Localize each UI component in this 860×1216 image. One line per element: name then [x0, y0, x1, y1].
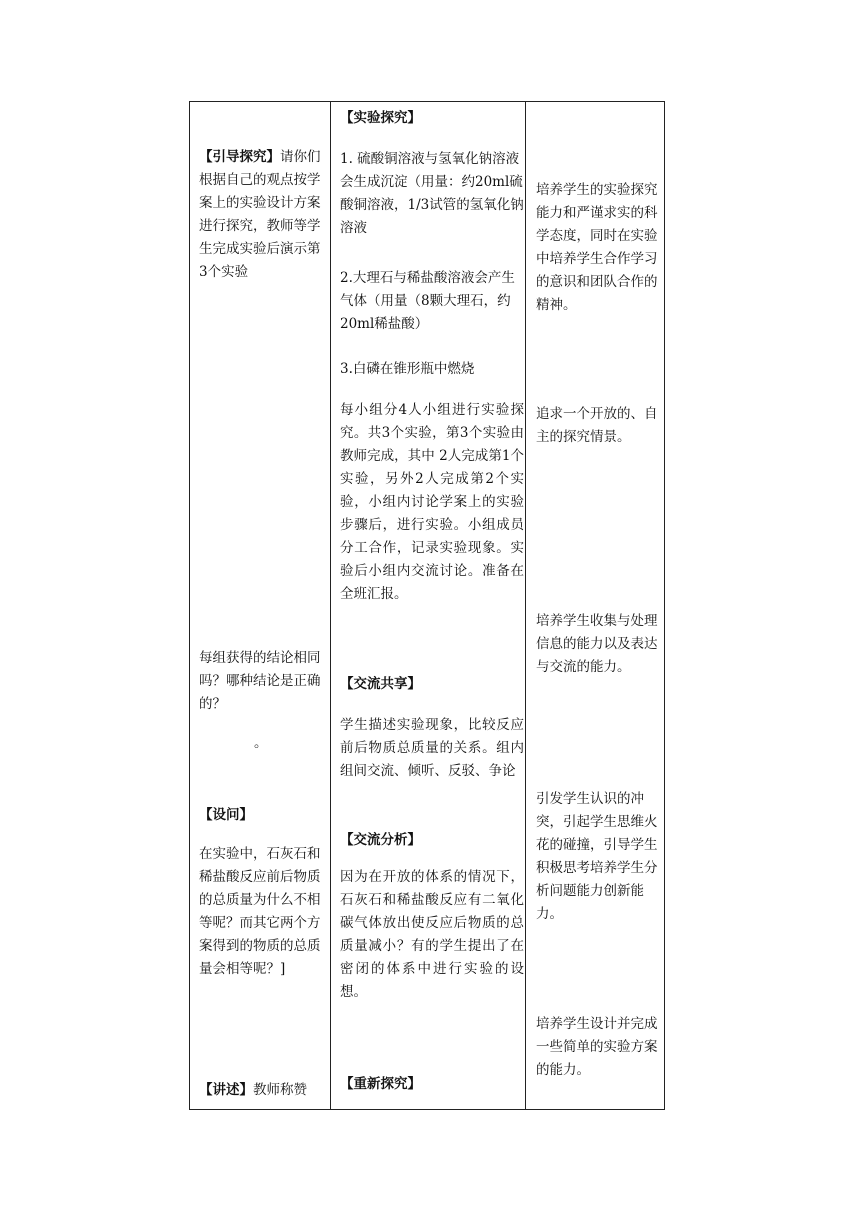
- ask-text: 在实验中，石灰石和稀盐酸反应前后物质的总质量为什么不相等呢？而其它两个方案得到的物质的总质量会相等呢？]: [199, 846, 321, 977]
- intent-3: 培养学生收集与处理信息的能力以及表达与交流的能力。: [536, 613, 658, 675]
- lesson-table: [189, 101, 665, 1110]
- column-divider-1: [330, 102, 331, 1109]
- intent-5: 培养学生设计并完成一些简单的实验方案的能力。: [536, 1016, 658, 1078]
- intent-1: 培养学生的实验探究能力和严谨求实的科学态度，同时在实验中培养学生合作学习的意识和团队合作的精神。: [536, 182, 658, 313]
- analysis-text: 因为在开放的体系的情况下，石灰石和稀盐酸反应有二氧化碳气体放出使反应后物质的总质量减小？有的学生提出了在密闭的体系中进行实验的设想。: [340, 869, 524, 1000]
- ask-heading: 【设问】: [199, 807, 253, 823]
- re-heading: 【重新探究】: [340, 1076, 421, 1092]
- guide-paragraph: [199, 146, 327, 284]
- exp-heading: 【实验探究】: [340, 110, 421, 126]
- guide-text: 请你们根据自己的观点按学案上的实验设计方案进行探究，教师等学生完成实验后演示第3个实验: [199, 149, 321, 280]
- guide-heading: 【引导探究】: [199, 149, 280, 165]
- dot-mark: 。: [254, 735, 268, 751]
- analysis-heading: 【交流分析】: [340, 832, 421, 848]
- lecture-heading: 【讲述】: [199, 1082, 253, 1098]
- column-divider-2: [525, 102, 526, 1109]
- lecture-paragraph: [199, 1079, 327, 1102]
- share-heading: 【交流共享】: [340, 676, 421, 692]
- question-text: 每组获得的结论相同吗？哪种结论是正确的？: [199, 650, 321, 712]
- share-text: 学生描述实验现象，比较反应前后物质总质量的关系。组内组间交流、倾听、反驳、争论: [340, 717, 524, 779]
- exp-step-1: 1. 硫酸铜溶液与氢氧化钠溶液会生成沉淀（用量：约20ml硫酸铜溶液，1/3试管的氢氧化钠溶液: [340, 151, 524, 236]
- group-text: 每小组分4人小组进行实验探究。共3个实验，第3个实验由教师完成，其中 2人完成第1个实验，另外2人完成第2个实验，小组内讨论学案上的实验步骤后，进行实验。小组成员分工合作，记录实验现象。实验后小组内交流讨论。准备在全班汇报。: [340, 402, 524, 602]
- exp-step-3: 3.白磷在锥形瓶中燃烧: [340, 361, 475, 377]
- exp-step-2: 2.大理石与稀盐酸溶液会产生气体（用量（8颗大理石，约20ml稀盐酸）: [340, 270, 515, 332]
- intent-4: 引发学生认识的冲突，引起学生思维火花的碰撞，引导学生积极思考培养学生分析问题能力创新能力。: [536, 791, 658, 922]
- intent-2: 追求一个开放的、自主的探究情景。: [536, 406, 658, 445]
- lecture-text: 教师称赞: [253, 1082, 307, 1098]
